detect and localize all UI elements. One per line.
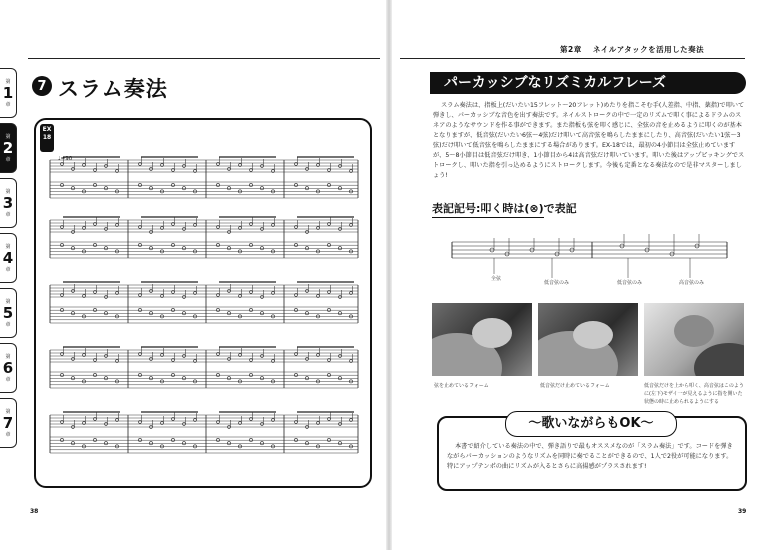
chapter-tab-suffix: 章 xyxy=(5,211,11,218)
score-box xyxy=(34,118,372,488)
chapter-tab-prefix: 第 xyxy=(5,188,11,195)
left-header-rule xyxy=(28,58,380,59)
running-head xyxy=(560,44,704,55)
chapter-tab-prefix: 第 xyxy=(5,353,11,360)
chapter-tab-7[interactable] xyxy=(0,398,17,448)
subheading: 表記記号:叩く時は(⊗)で表記 xyxy=(432,202,577,215)
chapter-tab-number: 2 xyxy=(2,138,14,157)
chapter-tabs xyxy=(0,68,20,453)
chapter-tab-suffix: 章 xyxy=(5,156,11,163)
chapter-tab-prefix: 第 xyxy=(5,133,11,140)
photo-full-mute xyxy=(432,303,532,376)
notation-label-all: 全弦 xyxy=(491,276,502,282)
chapter-tab-6[interactable] xyxy=(0,343,17,393)
page-number-left: 38 xyxy=(30,508,39,515)
photo-caption-3: 低音弦だけを上から叩く、高音弦はこのように(左下)モザイ一が見えるように指を開いた状態の時に止められるようにする xyxy=(644,383,744,405)
chapter-tab-number: 6 xyxy=(2,358,14,377)
photo-caption-1: 弦を止めているフォーム xyxy=(434,383,489,389)
chapter-tab-suffix: 章 xyxy=(5,431,11,438)
chapter-tab-number: 1 xyxy=(2,83,14,102)
photo-caption-2: 低音弦だけ止めているフォーム xyxy=(540,383,610,389)
chapter-tab-number: 3 xyxy=(2,193,14,212)
chapter-tab-prefix: 第 xyxy=(5,298,11,305)
chapter-tab-2[interactable] xyxy=(0,123,17,173)
photo-bass-mute xyxy=(538,303,638,376)
chapter-tab-number: 5 xyxy=(2,303,14,322)
chapter-tab-1[interactable] xyxy=(0,68,17,118)
tempo-mark: ♩=90 xyxy=(58,156,73,162)
notation-label-treble-b: 高音弦のみ xyxy=(679,280,705,286)
notation-label-bass: 低音弦のみ xyxy=(544,280,570,286)
chapter-tab-3[interactable] xyxy=(0,178,17,228)
chapter-tab-prefix: 第 xyxy=(5,243,11,250)
chapter-tab-4[interactable] xyxy=(0,233,17,283)
page-number-right: 39 xyxy=(738,508,747,515)
chapter-tab-number: 7 xyxy=(2,413,14,432)
chapter-tab-number: 4 xyxy=(2,248,14,267)
running-head-title: ネイルアタックを活用した奏法 xyxy=(592,45,705,54)
right-header-rule xyxy=(400,58,745,59)
book-gutter xyxy=(386,0,392,550)
example-tag: EX 18 xyxy=(40,124,54,152)
section-banner: パーカッシブなリズミカルフレーズ xyxy=(430,72,746,94)
tip-callout-body: 本書で紹介している奏法の中で、弾き語りで最もオススメなのが「スラム奏法」です。コードを弾きながらパーカッションのようなリズムを同時に奏でることができるので、1人で2役が可能になります。特にアップテンポの曲にリズムが入るとさらに高揚感がプラスされます! xyxy=(447,443,733,470)
running-head-chapter: 第2章 xyxy=(560,45,582,54)
tip-callout-title: 〜歌いながらもOK〜 xyxy=(505,411,677,437)
tablature-staves xyxy=(36,120,370,486)
chapter-tab-suffix: 章 xyxy=(5,376,11,383)
chapter-tab-suffix: 章 xyxy=(5,266,11,273)
chapter-tab-suffix: 章 xyxy=(5,321,11,328)
photo-treble-mute xyxy=(644,303,744,376)
section-number-badge: 7 xyxy=(32,76,52,96)
notation-label-treble-a: 低音弦のみ xyxy=(617,280,643,286)
chapter-tab-prefix: 第 xyxy=(5,78,11,85)
page-title: スラム奏法 xyxy=(58,77,168,101)
chapter-tab-5[interactable] xyxy=(0,288,17,338)
subheading-rule xyxy=(432,217,544,218)
chapter-tab-suffix: 章 xyxy=(5,101,11,108)
chapter-tab-prefix: 第 xyxy=(5,408,11,415)
body-paragraph: スラム奏法は、指板上(だいたい15フレット〜20フレット)めたりを指こそむ手(人差指、中指、薬指)で叩いて弾きし、パーカッシブな音色を出す奏法です。ネイルストロークの中で一定のリズムで叩く事によるドラムのスネアのようなサウンドを作る事ができます。また指板も弦を叩く感じに、全弦の音を止めるように叩くのが基本となりますが、低音弦(だいたい6弦〜4弦)だけ叩いて高音弦を鳴らしたままにしたり、高音弦(だいたい1弦〜3弦)だけ叩いて低音弦を鳴らしたままにする場合があります。EX-18では、最初の4小節目は全弦止めていますが、5〜8小節目は低音弦だけ叩き、1小節目から4は高音弦だけ叩いています。叩いた後はアップピッキングでストロークし、叩いた指を引っ込めるようにストロークします。今後も定番となる奏法なので是非マスターしましょう! xyxy=(433,102,745,179)
